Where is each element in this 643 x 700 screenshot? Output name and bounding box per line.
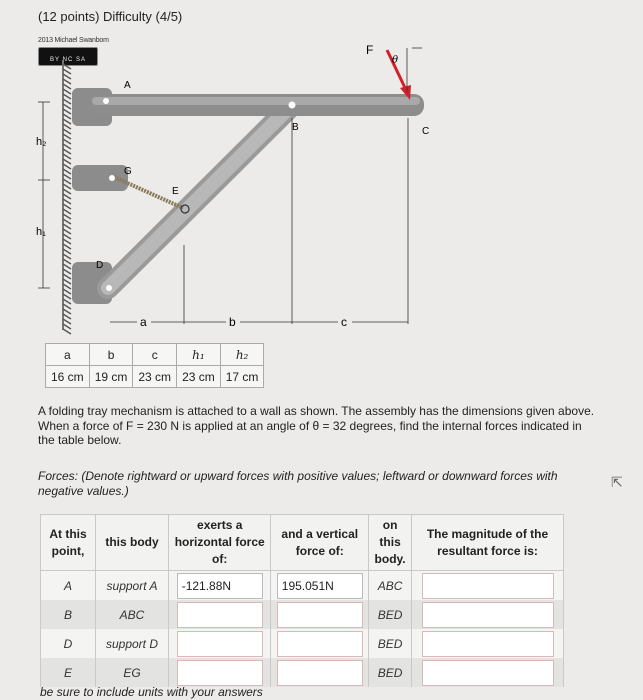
magnitude-input[interactable]: [422, 573, 554, 599]
row-body: support D: [96, 629, 169, 658]
cc-license-text: BY NC SA: [50, 57, 86, 63]
wall-hatch-line: [63, 249, 71, 254]
label-b-dim: b: [229, 315, 236, 329]
table-row: [41, 629, 564, 658]
magnitude-input[interactable]: [422, 660, 554, 686]
label-e: E: [172, 186, 179, 197]
wall-hatch-line: [63, 119, 71, 124]
mechanism-figure: [30, 30, 440, 340]
row-point: B: [41, 600, 96, 629]
row-point: A: [41, 571, 96, 601]
dim-value-c: 23 cm: [133, 366, 177, 388]
horizontal-force-input[interactable]: [177, 660, 263, 686]
dim-value-h1: 23 cm: [177, 366, 221, 388]
wall-hatch-line: [63, 284, 71, 289]
mouse-cursor-icon: ⇱: [611, 474, 623, 490]
wall-hatch-line: [63, 319, 71, 324]
table-row: [41, 658, 564, 687]
horizontal-force-input[interactable]: [177, 573, 263, 599]
wall-hatch-line: [63, 134, 71, 139]
vertical-force-input[interactable]: [277, 602, 363, 628]
forces-sign-note: Forces: (Denote rightward or upward forces with positive values; leftward or downward forces with negative values.): [38, 469, 558, 498]
wall-hatch-line: [63, 144, 71, 149]
wall-hatch-line: [63, 209, 71, 214]
wall-hatch-line: [63, 94, 71, 99]
dimensions-header-row: [46, 344, 264, 366]
magnitude-input[interactable]: [422, 631, 554, 657]
vertical-force-input[interactable]: [277, 660, 363, 686]
wall-hatch-line: [63, 239, 71, 244]
wall-hatch-line: [63, 174, 71, 179]
dim-header-h1: h₁: [177, 344, 221, 366]
wall-hatch-line: [63, 194, 71, 199]
dim-header-c: c: [133, 344, 177, 366]
wall-hatch-line: [63, 329, 71, 334]
wall-hatch-line: [63, 264, 71, 269]
dim-header-a: a: [46, 344, 90, 366]
label-a-dim: a: [140, 315, 147, 329]
wall-hatch-line: [63, 124, 71, 129]
wall-hatch-line: [63, 79, 71, 84]
wall-hatch-line: [63, 104, 71, 109]
row-body: support A: [96, 571, 169, 601]
row-on-body: BED: [369, 629, 412, 658]
wall-hatch-line: [63, 204, 71, 209]
row-point: E: [41, 658, 96, 687]
wall-hatch-line: [63, 129, 71, 134]
label-g: G: [124, 166, 132, 177]
dimensions-value-row: [46, 366, 264, 388]
label-c: C: [422, 126, 430, 137]
wall-hatch-line: [63, 274, 71, 279]
units-reminder: be sure to include units with your answers: [40, 685, 263, 699]
problem-statement: A folding tray mechanism is attached to a wall as shown. The assembly has the dimensions given above. When a force of F = 230 N is applied at an angle of θ = 32 degrees, find the internal forces indicated in the table below.: [38, 404, 595, 447]
header-vertical: and a vertical force of:: [271, 515, 369, 571]
wall-hatch-line: [63, 299, 71, 304]
header-body: this body: [96, 515, 169, 571]
wall-hatch-line: [63, 114, 71, 119]
wall-hatch-line: [63, 159, 71, 164]
label-theta: θ: [392, 55, 399, 66]
horizontal-force-input[interactable]: [177, 631, 263, 657]
wall-hatch-line: [63, 219, 71, 224]
wall-hatch-line: [63, 64, 71, 69]
wall-hatch-line: [63, 179, 71, 184]
wall-hatch-line: [63, 294, 71, 299]
wall-hatch-line: [63, 224, 71, 229]
problem-title: (12 points) Difficulty (4/5): [38, 9, 183, 24]
label-h1: h₁: [36, 226, 46, 238]
header-on-body: on this body.: [369, 515, 412, 571]
wall-hatch-line: [63, 74, 71, 79]
vertical-force-input[interactable]: [277, 573, 363, 599]
label-a: A: [124, 80, 131, 91]
dim-header-h2: h₂: [220, 344, 264, 366]
wall-hatch-line: [63, 84, 71, 89]
wall-hatch-line: [63, 99, 71, 104]
wall-hatch-line: [63, 139, 71, 144]
row-point: D: [41, 629, 96, 658]
label-b: B: [292, 122, 299, 133]
header-horizontal: exerts a horizontal force of:: [169, 515, 271, 571]
support-g-block: [72, 165, 128, 191]
label-c-dim: c: [341, 315, 347, 329]
wall-hatch-line: [63, 184, 71, 189]
wall-hatch-line: [63, 214, 71, 219]
dim-value-b: 19 cm: [89, 366, 133, 388]
row-on-body: BED: [369, 600, 412, 629]
row-body: ABC: [96, 600, 169, 629]
wall-hatch-line: [63, 324, 71, 329]
magnitude-input[interactable]: [422, 602, 554, 628]
label-h2: h₂: [36, 136, 47, 148]
wall-hatch-line: [63, 69, 71, 74]
label-d: D: [96, 260, 104, 271]
wall-hatch-line: [63, 279, 71, 284]
label-force: F: [366, 43, 374, 57]
wall-hatch-line: [63, 234, 71, 239]
wall-hatch-line: [63, 314, 71, 319]
vertical-force-input[interactable]: [277, 631, 363, 657]
row-on-body: BED: [369, 658, 412, 687]
wall-hatch-line: [63, 309, 71, 314]
dim-value-a: 16 cm: [46, 366, 90, 388]
wall-hatch-line: [63, 189, 71, 194]
wall-hatch-line: [63, 199, 71, 204]
wall: [63, 60, 71, 334]
wall-hatch-line: [63, 89, 71, 94]
row-body: EG: [96, 658, 169, 687]
wall-hatch-line: [63, 169, 71, 174]
answer-header-row: [41, 515, 564, 571]
wall-hatch-line: [63, 154, 71, 159]
wall-hatch-line: [63, 229, 71, 234]
header-magnitude: The magnitude of the resultant force is:: [412, 515, 564, 571]
table-row: [41, 600, 564, 629]
wall-hatch-line: [63, 244, 71, 249]
wall-hatch-line: [63, 289, 71, 294]
dimensions-table: [45, 343, 264, 388]
wall-hatch-line: [63, 304, 71, 309]
wall-hatch-line: [63, 164, 71, 169]
wall-hatch-line: [63, 109, 71, 114]
dim-value-h2: 17 cm: [220, 366, 264, 388]
wall-hatch-line: [63, 269, 71, 274]
wall-hatch-line: [63, 259, 71, 264]
wall-hatch-line: [63, 149, 71, 154]
answer-table: [40, 514, 564, 687]
header-point: At this point,: [41, 515, 96, 571]
dim-header-b: b: [89, 344, 133, 366]
wall-hatch-line: [63, 254, 71, 259]
row-on-body: ABC: [369, 571, 412, 601]
horizontal-force-input[interactable]: [177, 602, 263, 628]
figure-credit: 2013 Michael Swanbom: [38, 37, 109, 44]
table-row: [41, 571, 564, 601]
